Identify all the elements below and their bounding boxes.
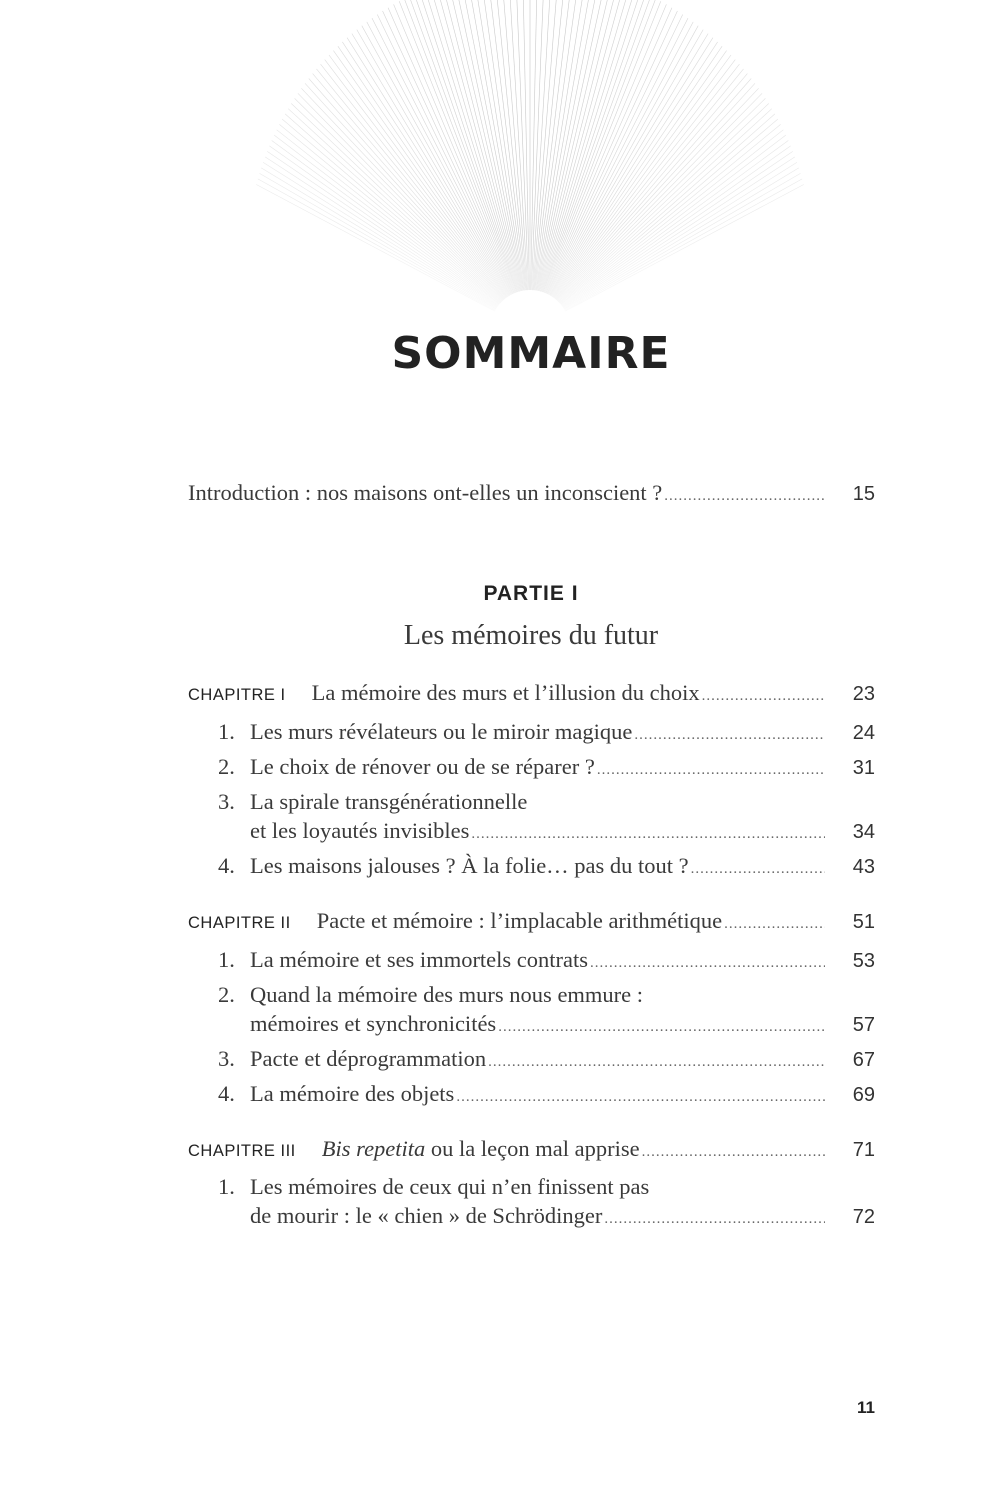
toc-section-1-3-continued[interactable] bbox=[250, 818, 875, 852]
toc-section-1-1[interactable] bbox=[218, 719, 875, 753]
section-number: 4. bbox=[218, 1081, 235, 1106]
chapter-label: CHAPITRE III bbox=[188, 1142, 296, 1160]
section-title: Pacte et déprogrammation bbox=[250, 1046, 487, 1071]
section-title-line-2: et les loyautés invisibles bbox=[250, 818, 470, 843]
page-number-folio: 11 bbox=[857, 1398, 875, 1417]
section-number: 1. bbox=[218, 719, 235, 744]
section-number: 2. bbox=[218, 982, 235, 1007]
toc-entry-introduction[interactable] bbox=[188, 480, 875, 514]
chapter-title: La mémoire des murs et l’illusion du choix bbox=[311, 680, 700, 705]
section-number: 4. bbox=[218, 853, 235, 878]
toc-section-2-4[interactable] bbox=[218, 1081, 875, 1115]
section-number: 1. bbox=[218, 947, 235, 972]
part-label: PARTIE I bbox=[483, 582, 579, 605]
page-number: 24 bbox=[852, 722, 875, 744]
page-title: SOMMAIRE bbox=[391, 328, 671, 379]
toc-chapter-3[interactable] bbox=[188, 1136, 875, 1170]
section-title-line-2: de mourir : le « chien » de Schrödinger bbox=[250, 1203, 603, 1228]
dot-leader bbox=[691, 861, 825, 878]
section-number: 3. bbox=[218, 1046, 235, 1071]
section-title: La mémoire et ses immortels contrats bbox=[250, 947, 589, 972]
page-number: 31 bbox=[852, 757, 875, 779]
page-number: 23 bbox=[852, 683, 875, 705]
chapter-title-italic: Bis repetita bbox=[321, 1136, 426, 1161]
page-number: 51 bbox=[852, 911, 875, 933]
radiating-lines-ornament bbox=[0, 0, 1000, 330]
toc-section-2-3[interactable] bbox=[218, 1046, 875, 1080]
dot-leader bbox=[664, 488, 825, 505]
page-number: 67 bbox=[852, 1049, 875, 1071]
dot-leader bbox=[471, 826, 825, 843]
chapter-label: CHAPITRE I bbox=[188, 686, 286, 704]
page-number: 69 bbox=[852, 1084, 875, 1106]
toc-section-2-1[interactable] bbox=[218, 947, 875, 981]
dot-leader bbox=[642, 1144, 825, 1161]
dot-leader bbox=[488, 1054, 825, 1071]
dot-leader bbox=[724, 916, 825, 933]
section-title: Les murs révélateurs ou le miroir magique bbox=[250, 719, 633, 744]
page-number: 53 bbox=[852, 950, 875, 972]
chapter-title: ou la leçon mal apprise bbox=[425, 1136, 640, 1161]
dot-leader bbox=[597, 762, 825, 779]
ray-fade bbox=[0, 0, 1000, 330]
dot-leader bbox=[634, 727, 825, 744]
dot-leader bbox=[702, 688, 825, 705]
toc-section-3-1-continued[interactable] bbox=[250, 1203, 875, 1237]
part-title: Les mémoires du futur bbox=[403, 620, 659, 651]
section-title: Le choix de rénover ou de se réparer ? bbox=[250, 754, 595, 779]
section-title: Les maisons jalouses ? À la folie… pas du tout ? bbox=[250, 853, 689, 878]
page-number: 72 bbox=[852, 1206, 875, 1228]
toc-chapter-2[interactable] bbox=[188, 908, 875, 942]
section-number: 2. bbox=[218, 754, 235, 779]
page-number: 15 bbox=[852, 483, 875, 505]
section-number: 3. bbox=[218, 789, 235, 814]
dot-leader bbox=[456, 1089, 825, 1106]
dot-leader bbox=[498, 1019, 825, 1036]
toc-chapter-1[interactable] bbox=[188, 680, 875, 714]
section-title-line-2: mémoires et synchronicités bbox=[250, 1011, 497, 1036]
section-title: La mémoire des objets bbox=[250, 1081, 455, 1106]
page-number: 43 bbox=[852, 856, 875, 878]
page-number: 34 bbox=[852, 821, 875, 843]
toc-section-2-2-continued[interactable] bbox=[250, 1011, 875, 1045]
section-number: 1. bbox=[218, 1174, 235, 1199]
toc-section-1-2[interactable] bbox=[218, 754, 875, 788]
chapter-label: CHAPITRE II bbox=[188, 914, 291, 932]
dot-leader bbox=[604, 1211, 825, 1228]
chapter-title: Pacte et mémoire : l’implacable arithmétique bbox=[316, 908, 723, 933]
page-number: 71 bbox=[852, 1139, 875, 1161]
entry-title: Introduction : nos maisons ont-elles un inconscient ? bbox=[188, 480, 663, 505]
dot-leader bbox=[590, 955, 825, 972]
page-number: 57 bbox=[852, 1014, 875, 1036]
section-title-line-1: La spirale transgénérationnelle bbox=[250, 789, 528, 814]
toc-section-1-4[interactable] bbox=[218, 853, 875, 887]
section-title-line-1: Les mémoires de ceux qui n’en finissent pas bbox=[250, 1174, 650, 1199]
section-title-line-1: Quand la mémoire des murs nous emmure : bbox=[250, 982, 644, 1007]
